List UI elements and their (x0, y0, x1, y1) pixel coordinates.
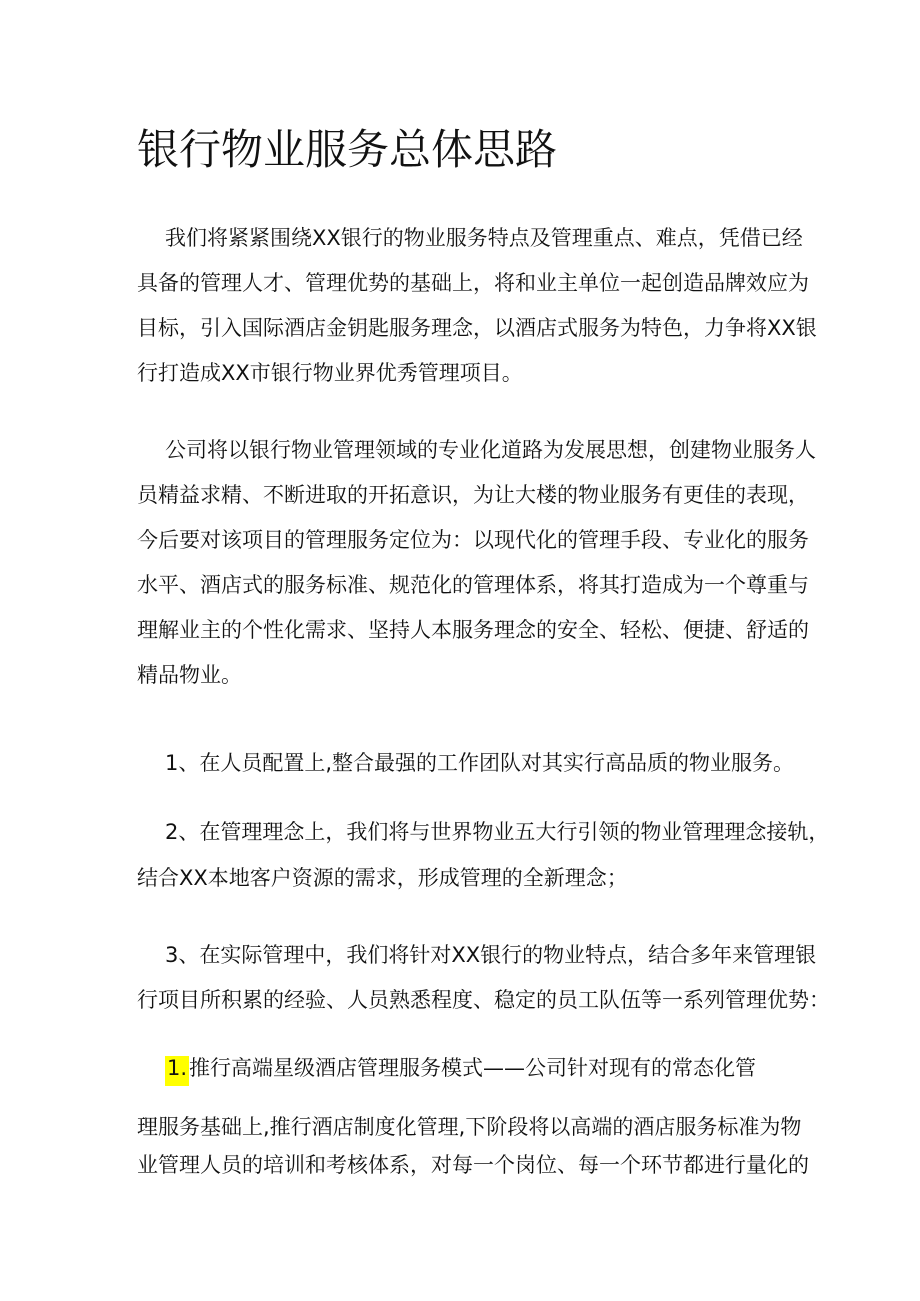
text-line: 2、在管理理念上，我们将与世界物业五大行引领的物业管理理念接轨， (165, 820, 830, 844)
text-line: 1、在人员配置上,整合最强的工作团队对其实行高品质的物业服务。 (165, 751, 795, 775)
sub-item-heading: 推行高端星级酒店管理服务模式——公司针对现有的常态化管 (189, 1056, 757, 1080)
text-line: 公司将以银行物业管理领域的专业化道路为发展思想，创建物业服务人 (165, 438, 816, 462)
text-line: 我们将紧紧围绕XX银行的物业服务特点及管理重点、难点，凭借已经 (165, 226, 803, 250)
text-line: 员精益求精、不断进取的开拓意识，为让大楼的物业服务有更佳的表现， (137, 483, 809, 507)
text-line: 具备的管理人才、管理优势的基础上，将和业主单位一起创造品牌效应为 (137, 271, 809, 295)
text-line: 理服务基础上,推行酒店制度化管理,下阶段将以高端的酒店服务标准为物 (137, 1115, 802, 1139)
text-line: 3、在实际管理中，我们将针对XX银行的物业特点，结合多年来管理银 (165, 943, 817, 967)
text-line: 理解业主的个性化需求、坚持人本服务理念的安全、轻松、便捷、舒适的 (137, 618, 809, 642)
text-line: 行项目所积累的经验、人员熟悉程度、稳定的员工队伍等一系列管理优势： (137, 988, 830, 1012)
text-line: 业管理人员的培训和考核体系，对每一个岗位、每一个环节都进行量化的 (137, 1153, 809, 1177)
text-line: 行打造成XX市银行物业界优秀管理项目。 (137, 361, 523, 385)
text-line: 水平、酒店式的服务标准、规范化的管理体系，将其打造成为一个尊重与 (137, 573, 809, 597)
highlighted-number: 1. (165, 1056, 189, 1086)
text-line: 精品物业。 (137, 663, 242, 687)
sub-item-heading-line (165, 1053, 756, 1083)
text-line: 结合XX本地客户资源的需求，形成管理的全新理念； (137, 866, 628, 890)
page-title: 银行物业服务总体思路 (137, 125, 558, 174)
text-line: 目标，引入国际酒店金钥匙服务理念，以酒店式服务为特色，力争将XX银 (137, 316, 817, 340)
text-line: 今后要对该项目的管理服务定位为：以现代化的管理手段、专业化的服务 (137, 528, 809, 552)
